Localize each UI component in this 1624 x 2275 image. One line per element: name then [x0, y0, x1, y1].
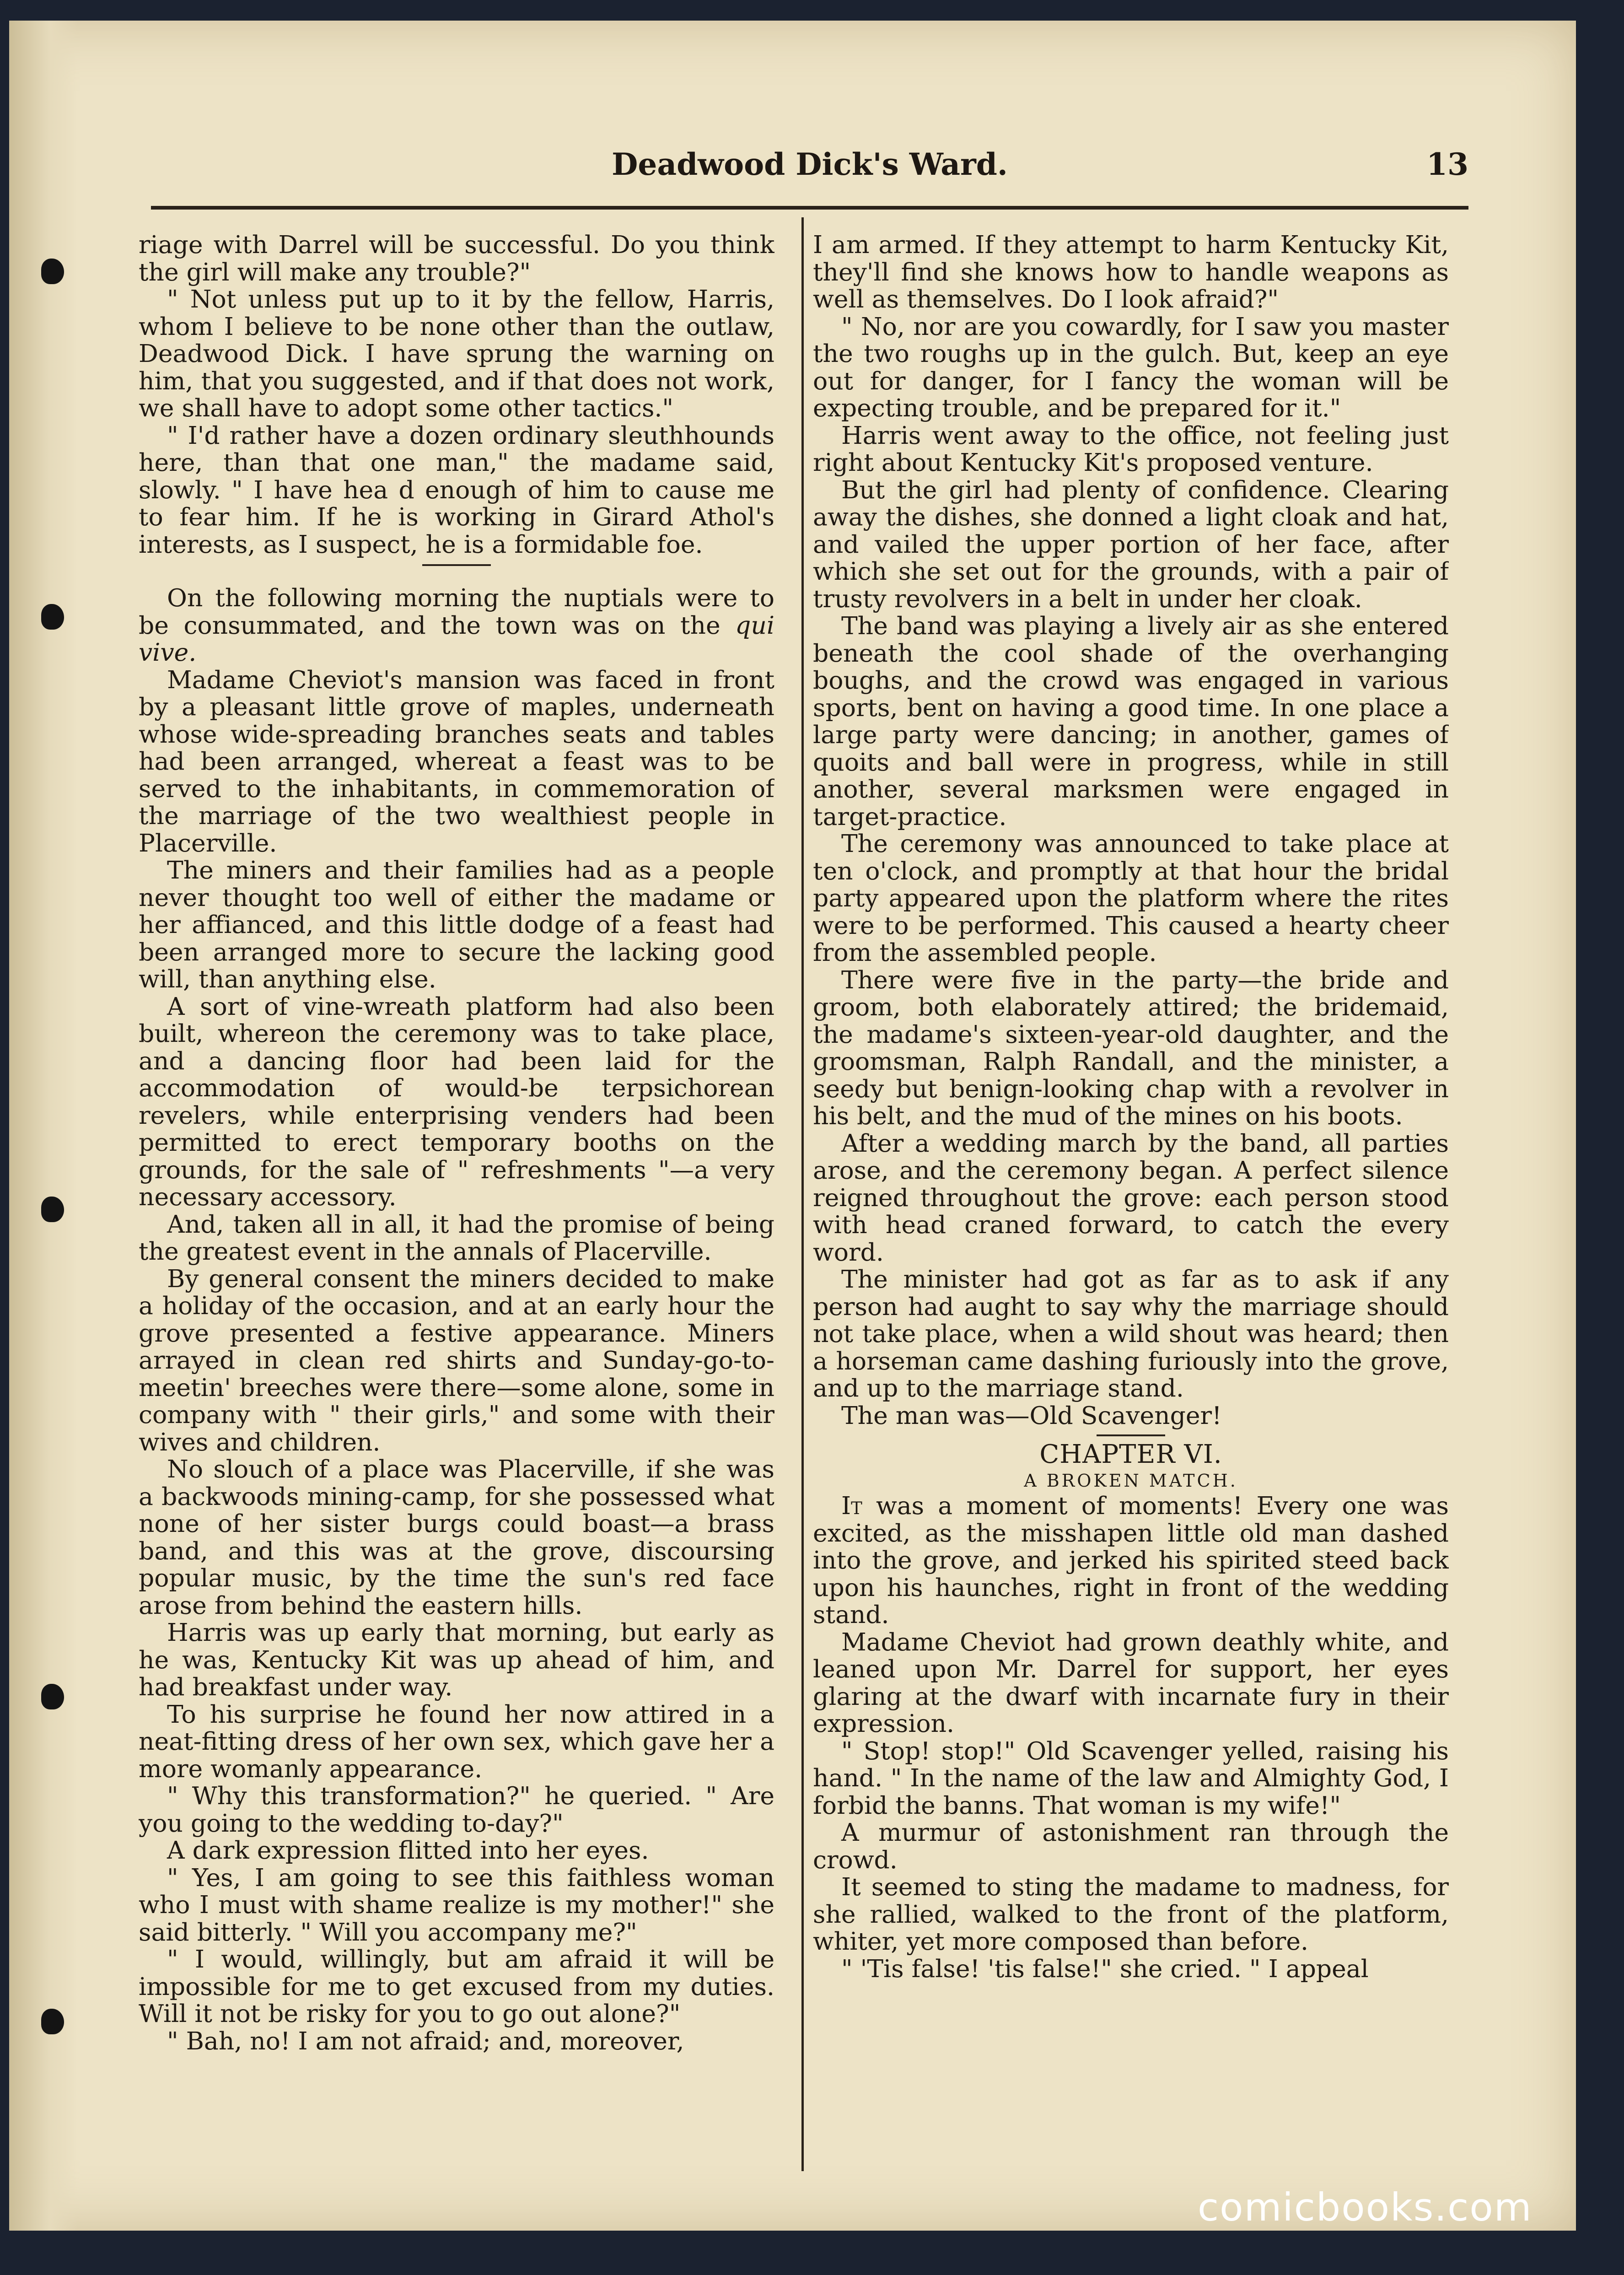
- paragraph: riage with Darrel will be successful. Do you think the girl will make any trouble?": [139, 231, 774, 286]
- paragraph: " No, nor are you cowardly, for I saw you master the two roughs up in the gulch. But, keep an eye out for danger, for I fancy the woman will be expecting trouble, and be prepared for it.": [813, 312, 1449, 422]
- paragraph: " Bah, no! I am not afraid; and, moreover,: [167, 2026, 684, 2055]
- paragraph: I am armed. If they attempt to harm Kentucky Kit, they'll find she knows how to handle weapons as well as themselves. Do I look afraid?": [813, 231, 1449, 313]
- paragraph: Harris was up early that morning, but early as he was, Kentucky Kit was up ahead of him, and had breakfast under way.: [139, 1618, 774, 1701]
- paragraph-text: On the following morning the nuptials were to be consummated, and the town was on the: [139, 583, 774, 640]
- binding-hole: [41, 1684, 64, 1709]
- paragraph: " Not unless put up to it by the fellow, Harris, whom I believe to be none other than the outlaw, Deadwood Dick. I have sprung the warning on him, that you suggested, and if that does not work, we shall have to adopt some other tactics.": [139, 285, 774, 422]
- paragraph: The minister had got as far as to ask if any person had aught to say why the marriage should not take place, when a wild shout was heard; then a horseman came dashing furiously into the grove, and up to the marriage stand.: [813, 1265, 1449, 1402]
- header-rule: [151, 206, 1468, 210]
- chapter-title: CHAPTER VI.: [1039, 1439, 1222, 1469]
- left-column: [139, 231, 774, 2176]
- paragraph: The miners and their families had as a people never thought too well of either the madame or her affianced, and this little dodge of a feast had been arranged more to secure the lacking good will, than anything else.: [139, 856, 774, 993]
- column-divider: [801, 217, 804, 2171]
- paragraph: Madame Cheviot's mansion was faced in front by a pleasant little grove of maples, underneath whose wide-spreading branches seats and tables had been arranged, whereat a feast was to be served to the inhabitants, in commemoration of the marriage of the two wealthiest people in Placerville.: [139, 665, 774, 857]
- paragraph: " I would, willingly, but am afraid it will be impossible for me to get excused from my duties. Will it not be risky for you to go out alone?": [139, 1945, 774, 2028]
- paragraph: A sort of vine-wreath platform had also been built, whereon the ceremony was to take place, and a dancing floor had been laid for the accommodation of would-be terpsichorean revelers, while enterprising venders had been permitted to erect temporary booths on the grounds, for the sale of " refreshments "—a very necessary accessory.: [139, 992, 774, 1211]
- paragraph: " Why this transformation?" he queried. " Are you going to the wedding to-day?": [139, 1781, 774, 1838]
- paragraph: And, taken all in all, it had the promise of being the greatest event in the annals of Placerville.: [139, 1209, 774, 1266]
- watermark: comicbooks.com: [1198, 2185, 1533, 2230]
- chapter-subtitle: A BROKEN MATCH.: [1024, 1471, 1238, 1491]
- paragraph: " Yes, I am going to see this faithless woman who I must with shame realize is my mother!" she said bitterly. " Will you accompany me?": [139, 1863, 774, 1946]
- paragraph: To his surprise he found her now attired in a neat-fitting dress of her own sex, which gave her a more womanly appearance.: [139, 1699, 774, 1783]
- section-break-rule: [422, 564, 491, 566]
- right-column: [813, 231, 1449, 2176]
- paragraph: But the girl had plenty of confidence. Clearing away the dishes, she donned a light cloak and hat, and vailed the upper portion of her face, after which she set out for the grounds, with a pair of trusty revolvers in a belt in under her cloak.: [813, 475, 1449, 613]
- paragraph: The ceremony was announced to take place at ten o'clock, and promptly at that hour the bridal party appeared upon the platform where the rites were to be performed. This caused a hearty cheer from the assembled people.: [813, 829, 1449, 967]
- paragraph-text: was a moment of moments! Every one was excited, as the misshapen little old man dashed into the grove, and jerked his spirited steed back upon his haunches, right in front of the wedding stand.: [813, 1491, 1449, 1629]
- binding-hole: [41, 604, 64, 630]
- spine-fold: [9, 21, 78, 2231]
- paragraph: The man was—Old Scavenger!: [841, 1401, 1222, 1430]
- italic-phrase: qui vive.: [139, 610, 774, 667]
- running-title: Deadwood Dick's Ward.: [612, 146, 1008, 182]
- binding-hole: [41, 2009, 64, 2034]
- chapter-rule: [1097, 1434, 1165, 1436]
- binding-hole: [41, 259, 64, 284]
- paragraph: After a wedding march by the band, all parties arose, and the ceremony began. A perfect silence reigned throughout the grove: each person stood with head craned forward, to catch the every word.: [813, 1128, 1449, 1267]
- page-header: [151, 137, 1468, 197]
- paragraph: A murmur of astonishment ran through the crowd.: [813, 1818, 1449, 1874]
- paragraph: No slouch of a place was Placerville, if she was a backwoods mining-camp, for she possessed what none of her sister burgs could boast—a brass band, and this was at the grove, discoursing popular music, by the time the sun's red face arose from behind the eastern hills.: [139, 1455, 774, 1620]
- paragraph: A dark expression flitted into her eyes.: [167, 1836, 649, 1865]
- drop-word: It: [841, 1491, 862, 1520]
- paragraph: Harris went away to the office, not feeling just right about Kentucky Kit's proposed venture.: [813, 420, 1449, 477]
- binding-hole: [41, 1197, 64, 1222]
- paragraph: " Stop! stop!" Old Scavenger yelled, raising his hand. " In the name of the law and Almighty God, I forbid the banns. That woman is my wife!": [813, 1736, 1449, 1820]
- paragraph: The band was playing a lively air as she entered beneath the cool shade of the overhanging boughs, and the crowd was engaged in various sports, bent on having a good time. In one place a large party were dancing; in another, games of quoits and ball were in progress, while in still another, several marksmen were engaged in target-practice.: [813, 611, 1449, 831]
- paragraph: It seemed to sting the madame to madness, for she rallied, walked to the front of the platform, whiter, yet more composed than before.: [813, 1872, 1449, 1956]
- paragraph: There were five in the party—the bride and groom, both elaborately attired; the bridemaid, the madame's sixteen-year-old daughter, and the groomsman, Ralph Randall, and the minister, a seedy but benign-looking chap with a revolver in his belt, and the mud of the mines on his boots.: [813, 965, 1449, 1130]
- page-number: 13: [1426, 146, 1468, 182]
- paragraph: " 'Tis false! 'tis false!" she cried. " I appeal: [841, 1954, 1369, 1983]
- paragraph: Madame Cheviot had grown deathly white, and leaned upon Mr. Darrel for support, her eyes glaring at the dwarf with incarnate fury in their expression.: [813, 1627, 1449, 1738]
- paragraph: By general consent the miners decided to make a holiday of the occasion, and at an early hour the grove presented a festive appearance. Miners arrayed in clean red shirts and Sunday-go-to-meetin' breeches were there—some alone, some in company with " their girls," and some with their wives and children.: [139, 1264, 774, 1456]
- paragraph: [813, 1492, 1449, 1628]
- paragraph: " I'd rather have a dozen ordinary sleuthhounds here, than that one man," the madame said, slowly. " I have hea d enough of him to cause me to fear him. If he is working in Girard Athol's interests, as I suspect, he is a formidable foe.: [139, 420, 774, 559]
- paragraph: [139, 584, 774, 666]
